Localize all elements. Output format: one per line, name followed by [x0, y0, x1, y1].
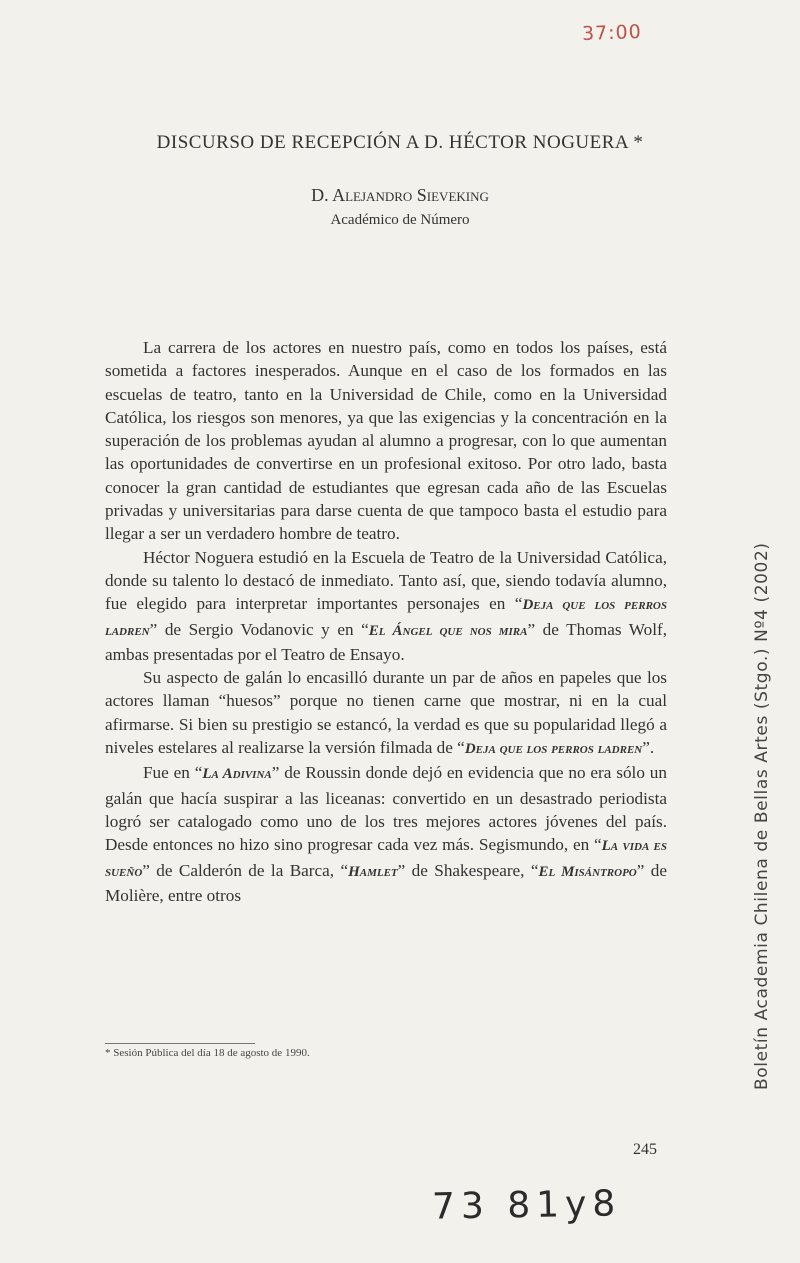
work-title-el-misantropo: El Misántropo [538, 863, 637, 880]
paragraph-2-text-a: Héctor Noguera estudió en la Escuela de Teatro de la Universidad Católica, donde su talento lo destacó de inmediato. Tanto así, que, siendo todavía alumno, fue elegido para interpretar importantes personajes en “ [105, 547, 667, 614]
page-title: DISCURSO DE RECEPCIÓN A D. HÉCTOR NOGUERA * [156, 132, 644, 153]
paragraph-4-text-c: ” de Calderón de la Barca, “ [142, 860, 349, 880]
paragraph-2-text-b: ” de Sergio Vodanovic y en “ [149, 619, 369, 639]
work-title-el-angel-que-nos-mira: El Ángel que nos mira [368, 622, 528, 639]
footnote-divider [105, 1043, 255, 1044]
footnote: * Sesión Pública del día 18 de agosto de 1990. [105, 1047, 310, 1059]
paragraph-4-text-e: ” de Molière, entre otros [105, 860, 667, 905]
paragraph-4-text-a: Fue en “ [143, 763, 203, 783]
author-name: D. Alejandro Sieveking [311, 185, 489, 205]
author-role: Académico de Número [330, 212, 470, 228]
paragraph-3-text-a: Su aspecto de galán lo encasilló durante un par de años en papeles que los actores llaman “huesos” porque no tienen carne que mostrar, ni en la cual afirmarse. Si bien su prestigio se estancó, la verdad es que su popularidad llegó a niveles estelares al realizarse la versión filmada de “ [105, 668, 667, 758]
paragraph-3-text-b: ”. [642, 738, 655, 758]
page-number: 245 [633, 1141, 657, 1158]
paragraph-2 [105, 546, 667, 666]
paragraph-2-text-c: ” de Thomas Wolf, ambas presentadas por el Teatro de Ensayo. [105, 619, 668, 664]
paragraph-4 [105, 761, 667, 907]
handwritten-annotation-bottom: 73 81y8 [431, 1183, 622, 1228]
work-title-deja-que-los-perros-ladren-film: Deja que los perros ladren [464, 741, 643, 758]
paragraph-3 [105, 666, 667, 761]
handwritten-annotation-top: 37:00 [581, 20, 643, 46]
paragraph-4-text-d: ” de Shakespeare, “ [397, 860, 539, 880]
paragraph-4-text-b: ” de Roussin donde dejó en evidencia que no era sólo un galán que hacía suspirar a las liceanas: convertido en un desastrado periodista logró ser catalogado como uno de los tres mejores actores jóvenes del país. Desde entonces no hizo sino progresar cada vez más. Segismundo, en “ [105, 763, 667, 855]
work-title-la-adivina: La Adivina [202, 766, 272, 783]
body-text [105, 336, 667, 907]
paragraph-1: La carrera de los actores en nuestro país, como en todos los países, está sometida a factores inesperados. Aunque en el caso de los formados en las escuelas de teatro, tanto en la Universidad de Chile, como en la Universidad Católica, los riesgos son menores, ya que las exigencias y la concentración en la superación de los problemas ayudan al alumno a progresar, con lo que aumentan las oportunidades de convertirse en un profesional exitoso. Por otro lado, basta conocer la gran cantidad de estudiantes que egresan cada año de las Escuelas privadas y universitarias para darse cuenta de que tampoco basta el estudio para llegar a ser un verdadero hombre de teatro. [105, 338, 667, 544]
journal-side-stamp: Boletín Academia Chilena de Bellas Artes (Stgo.) Nº4 (2002) [752, 542, 772, 1090]
work-title-deja-que-los-perros-ladren: Deja que los perros ladren [105, 597, 667, 639]
work-title-hamlet: Hamlet [348, 863, 398, 880]
work-title-la-vida-es-sueno: La vida es sueño [105, 838, 667, 880]
